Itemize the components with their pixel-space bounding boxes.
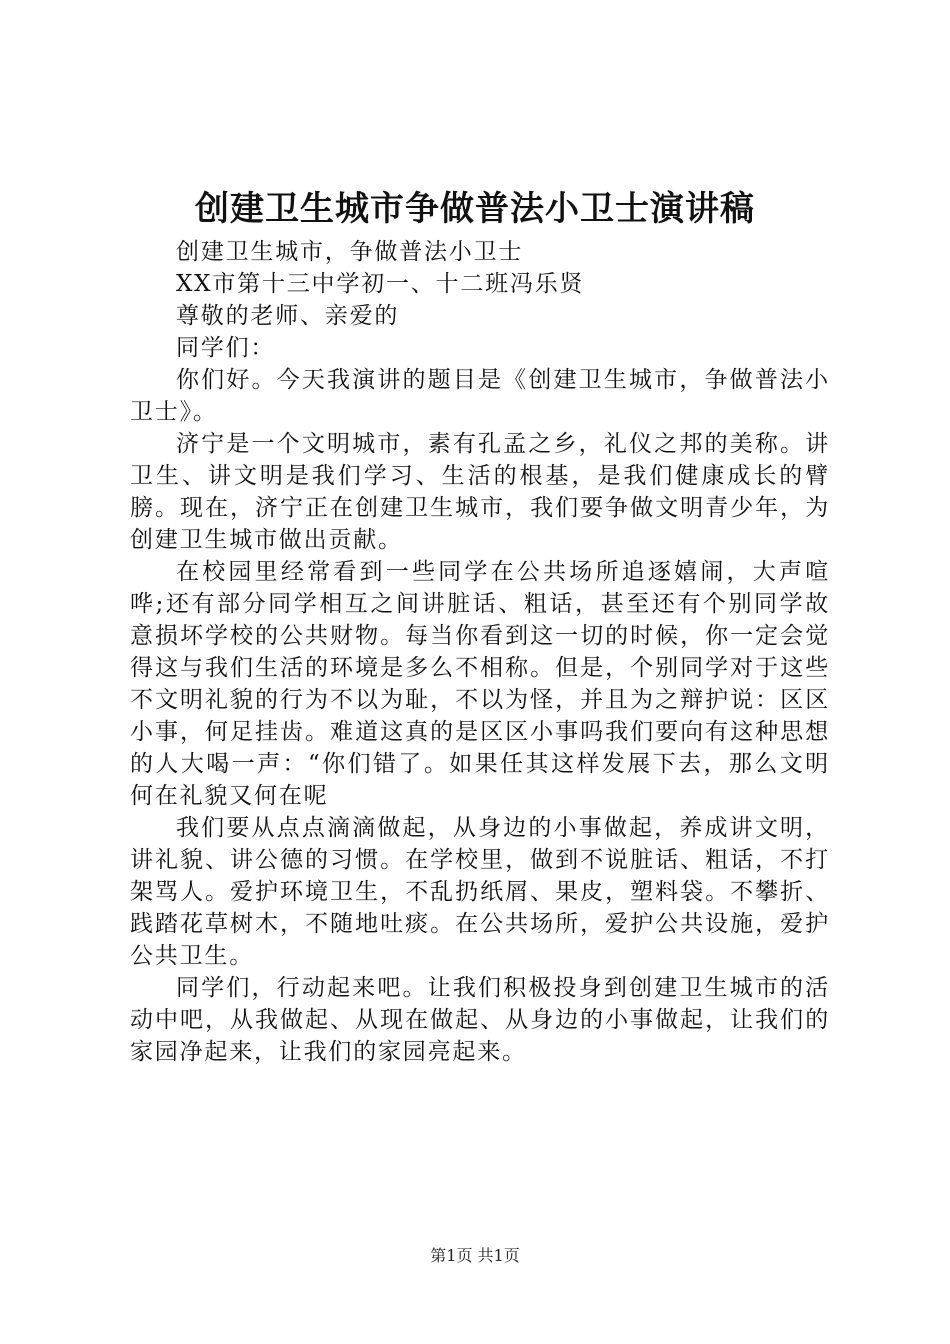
salutation-line: 尊敬的老师、亲爱的 [176,303,400,329]
speaker-line: XX市第十三中学初一、十二班冯乐贤 [176,271,585,297]
body-paragraph: 我们要从点点滴滴做起，从身边的小事做起，养成讲文明，讲礼貌、讲公德的习惯。在学校里，做到不说脏话、粗话，不打架骂人。爱护环境卫生，不乱扔纸屑、果皮，塑料袋。不攀折、践踏花草树木，不随地吐痰。在公共场所，爱护公共设施，爱护公共卫生。 [130,815,830,969]
speech-heading: 创建卫生城市，争做普法小卫士 [176,239,524,265]
salutation-line: 同学们： [176,335,276,361]
body-paragraph: 同学们，行动起来吧。让我们积极投身到创建卫生城市的活动中吧，从我做起、从现在做起、从身边的小事做起，让我们的家园净起来，让我们的家园亮起来。 [130,975,830,1065]
body-paragraph: 济宁是一个文明城市，素有孔孟之乡，礼仪之邦的美称。讲卫生、讲文明是我们学习、生活的根基，是我们健康成长的臂膀。现在，济宁正在创建卫生城市，我们要争做文明青少年，为创建卫生城市做出贡献。 [130,431,830,553]
body-paragraph: 在校园里经常看到一些同学在公共场所追逐嬉闹，大声喧哗;还有部分同学相互之间讲脏话、粗话，甚至还有个别同学故意损坏学校的公共财物。每当你看到这一切的时候，你一定会觉得这与我们生活的环境是多么不相称。但是，个别同学对于这些不文明礼貌的行为不以为耻，不以为怪，并且为之辩护说：区区小事，何足挂齿。难道这真的是区区小事吗我们要向有这种思想的人大喝一声：“你们错了。如果任其这样发展下去，那么文明何在礼貌又何在呢 [130,559,830,809]
document-title: 创建卫生城市争做普法小卫士演讲稿 [195,189,755,229]
body-paragraph: 你们好。今天我演讲的题目是《创建卫生城市，争做普法小卫士》。 [130,367,830,425]
document-body [130,236,830,1068]
page-number-footer: 第1页 共1页 [430,1246,520,1265]
